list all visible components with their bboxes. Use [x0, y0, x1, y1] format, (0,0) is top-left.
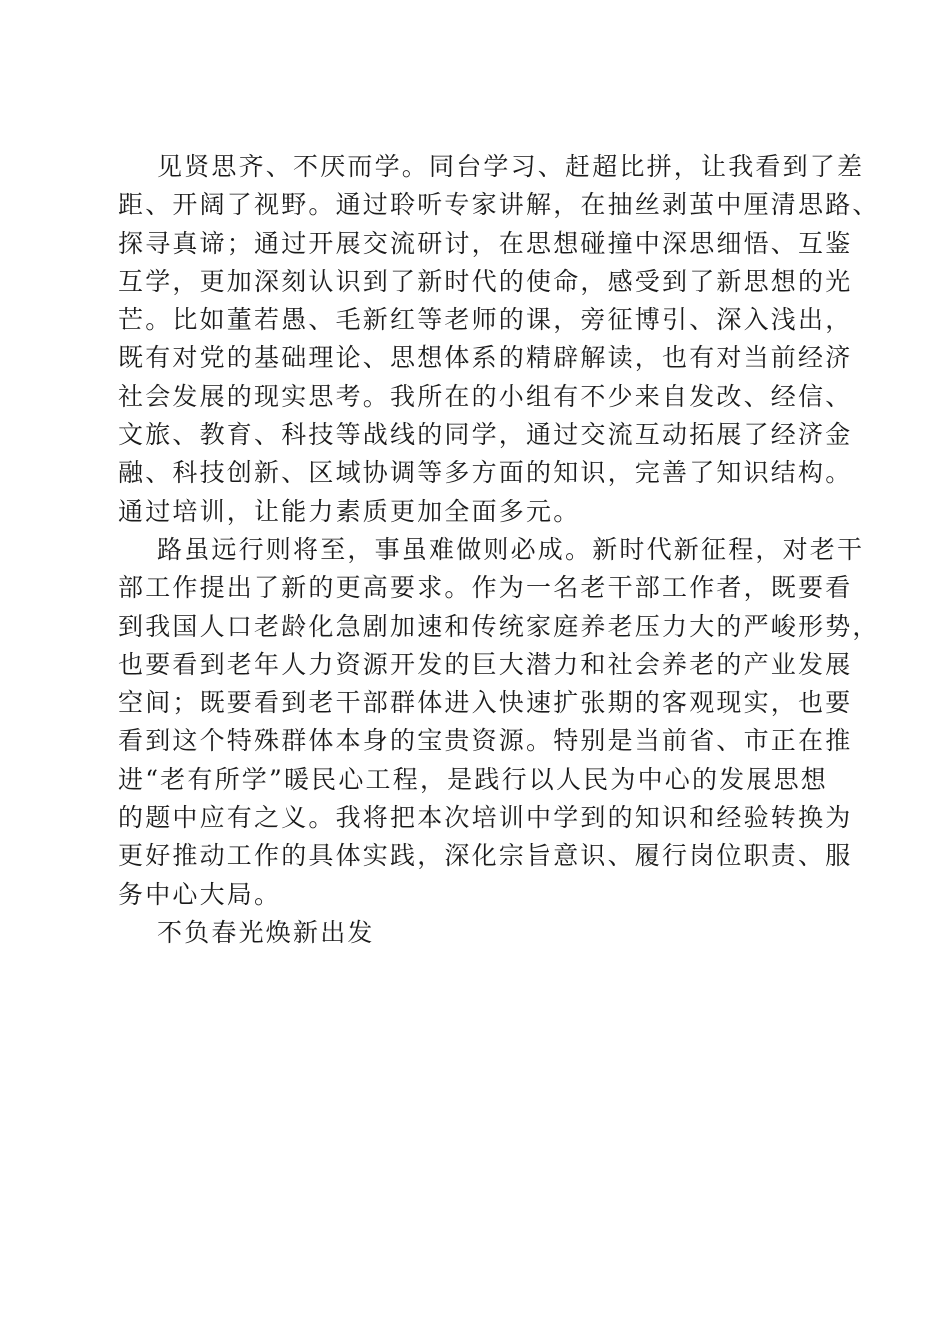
text-line: 社会发展的现实思考。我所在的小组有不少来自发改、经信、	[118, 381, 853, 411]
text-line: 互学，更加深刻认识到了新时代的使命，感受到了新思想的光	[118, 266, 853, 296]
text-line: 也要看到老年人力资源开发的巨大潜力和社会养老的产业发展	[118, 649, 853, 679]
text-line: 空间；既要看到老干部群体进入快速扩张期的客观现实，也要	[118, 688, 853, 718]
text-line: 务中心大局。	[118, 879, 282, 909]
paragraph-closing-title	[118, 914, 830, 952]
paragraph-learning	[118, 148, 880, 531]
text-line: 通过培训，让能力素质更加全面多元。	[118, 496, 581, 526]
text-line: 到我国人口老龄化急剧加速和传统家庭养老压力大的严峻形势，	[118, 611, 880, 641]
text-line: 距、开阔了视野。通过聆听专家讲解，在抽丝剥茧中厘清思路、	[118, 190, 880, 220]
paragraph-work-requirements	[118, 531, 880, 914]
text-line: 文旅、教育、科技等战线的同学，通过交流互动拓展了经济金	[118, 420, 853, 450]
text-line: 芒。比如董若愚、毛新红等老师的课，旁征博引、深入浅出，	[118, 305, 853, 335]
text-line: 路虽远行则将至，事虽难做则必成。新时代新征程，对老干	[157, 534, 865, 564]
text-line: 见贤思齐、不厌而学。同台学习、赶超比拼，让我看到了差	[157, 152, 865, 181]
document-body	[118, 148, 880, 952]
text-line: 既有对党的基础理论、思想体系的精辟解读，也有对当前经济	[118, 343, 853, 373]
text-line: 看到这个特殊群体本身的宝贵资源。特别是当前省、市正在推	[118, 726, 853, 756]
text-line: 不负春光焕新出发	[157, 917, 375, 947]
text-line: 更好推动工作的具体实践，深化宗旨意识、履行岗位职责、服	[118, 841, 853, 871]
text-line: 探寻真谛；通过开展交流研讨，在思想碰撞中深思细悟、互鉴	[118, 228, 853, 258]
text-line: 部工作提出了新的更高要求。作为一名老干部工作者，既要看	[118, 573, 853, 603]
text-line: 融、科技创新、区域协调等多方面的知识，完善了知识结构。	[118, 458, 853, 488]
text-line: 的题中应有之义。我将把本次培训中学到的知识和经验转换为	[118, 803, 853, 833]
text-line: 进“老有所学”暖民心工程，是践行以人民为中心的发展思想	[118, 764, 828, 794]
